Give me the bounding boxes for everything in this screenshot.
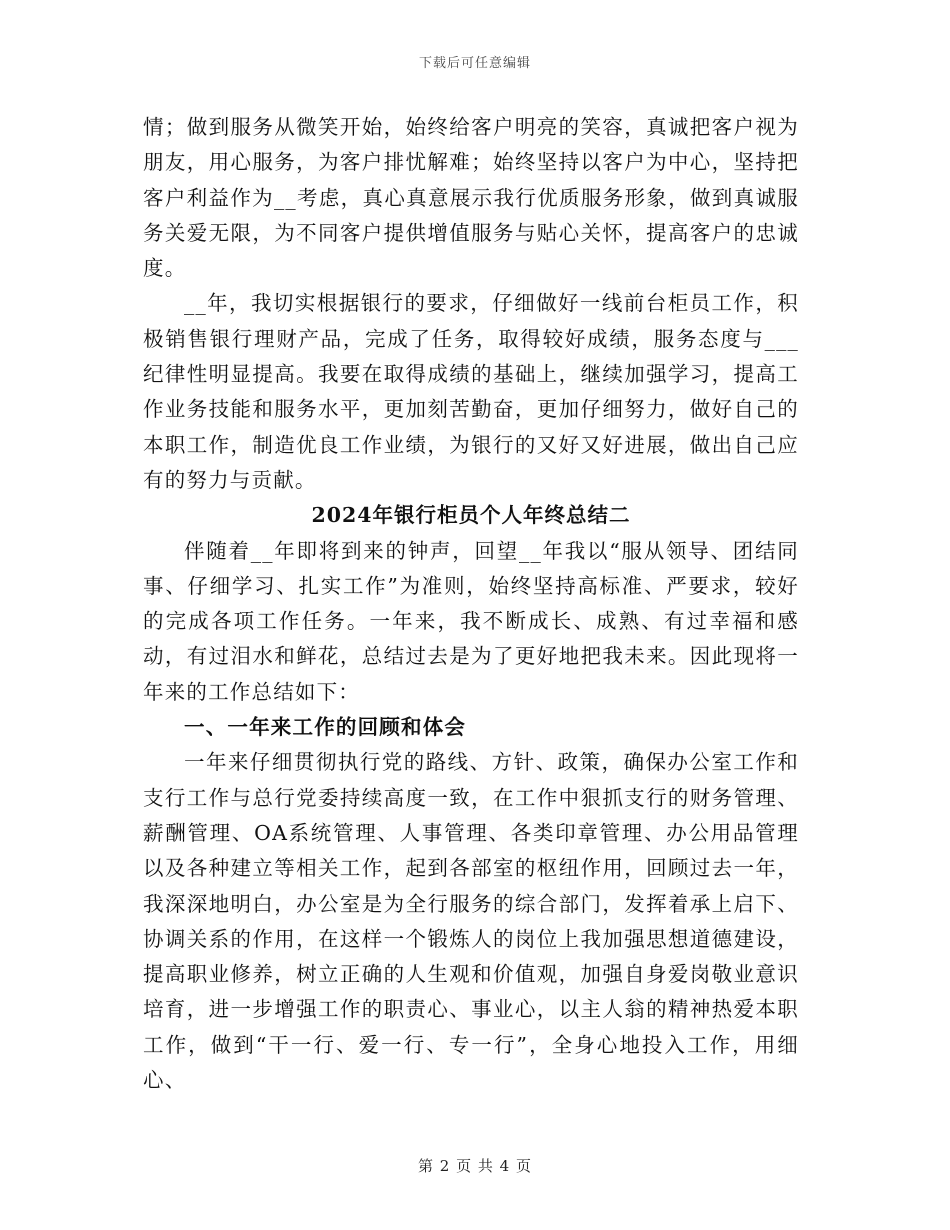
paragraph-year-summary: __年，我切实根据银行的要求，仔细做好一线前台柜员工作，积极销售银行理财产品，完成了任务，取得较好成绩，服务态度与___纪律性明显提高。我要在取得成绩的基础上，继续加强学习，提高工作业务技能和服务水平，更加刻苦勤奋，更加仔细努力，做好自己的本职工作，制造优良工作业绩，为银行的又好又好进展，做出自己应有的努力与贡献。	[143, 291, 799, 492]
page-footer: 第 2 页 共 4 页	[418, 1157, 532, 1175]
paragraph-continuation: 情；做到服务从微笑开始，始终给客户明亮的笑容，真诚把客户视为朋友，用心服务，为客户排忧解难；始终坚持以客户为中心，坚持把客户利益作为__考虑，真心真意展示我行优质服务形象，做到真诚服务关爱无限，为不同客户提供增值服务与贴心关怀，提高客户的忠诚度。	[143, 115, 799, 281]
page-header: 下载后可任意编辑	[418, 56, 531, 71]
paragraph-review-body: 一年来仔细贯彻执行党的路线、方针、政策，确保办公室工作和支行工作与总行党委持续高度一致，在工作中狠抓支行的财务管理、薪酬管理、OA系统管理、人事管理、各类印章管理、办公用品管理以及各种建立等相关工作，起到各部室的枢纽作用，回顾过去一年，我深深地明白，办公室是为全行服务的综合部门，发挥着承上启下、协调关系的作用，在这样一个锻炼人的岗位上我加强思想道德建设，提高职业修养，树立正确的人生观和价值观，加强自身爱岗敬业意识培育，进一步增强工作的职责心、事业心，以主人翁的精神热爱本职工作，做到“干一行、爱一行、专一行”，全身心地投入工作，用细心、	[143, 750, 799, 1093]
document-body	[143, 110, 799, 1098]
subheading-review: 一、一年来工作的回顾和体会	[184, 715, 467, 740]
paragraph-intro: 伴随着__年即将到来的钟声，回望__年我以“服从领导、团结同事、仔细学习、扎实工作”为准则，始终坚持高标准、严要求，较好的完成各项工作任务。一年来，我不断成长、成熟、有过幸福和感动，有过泪水和鲜花，总结过去是为了更好地把我未来。因此现将一年来的工作总结如下：	[143, 538, 799, 704]
section-title: 2024年银行柜员个人年终总结二	[311, 503, 631, 528]
